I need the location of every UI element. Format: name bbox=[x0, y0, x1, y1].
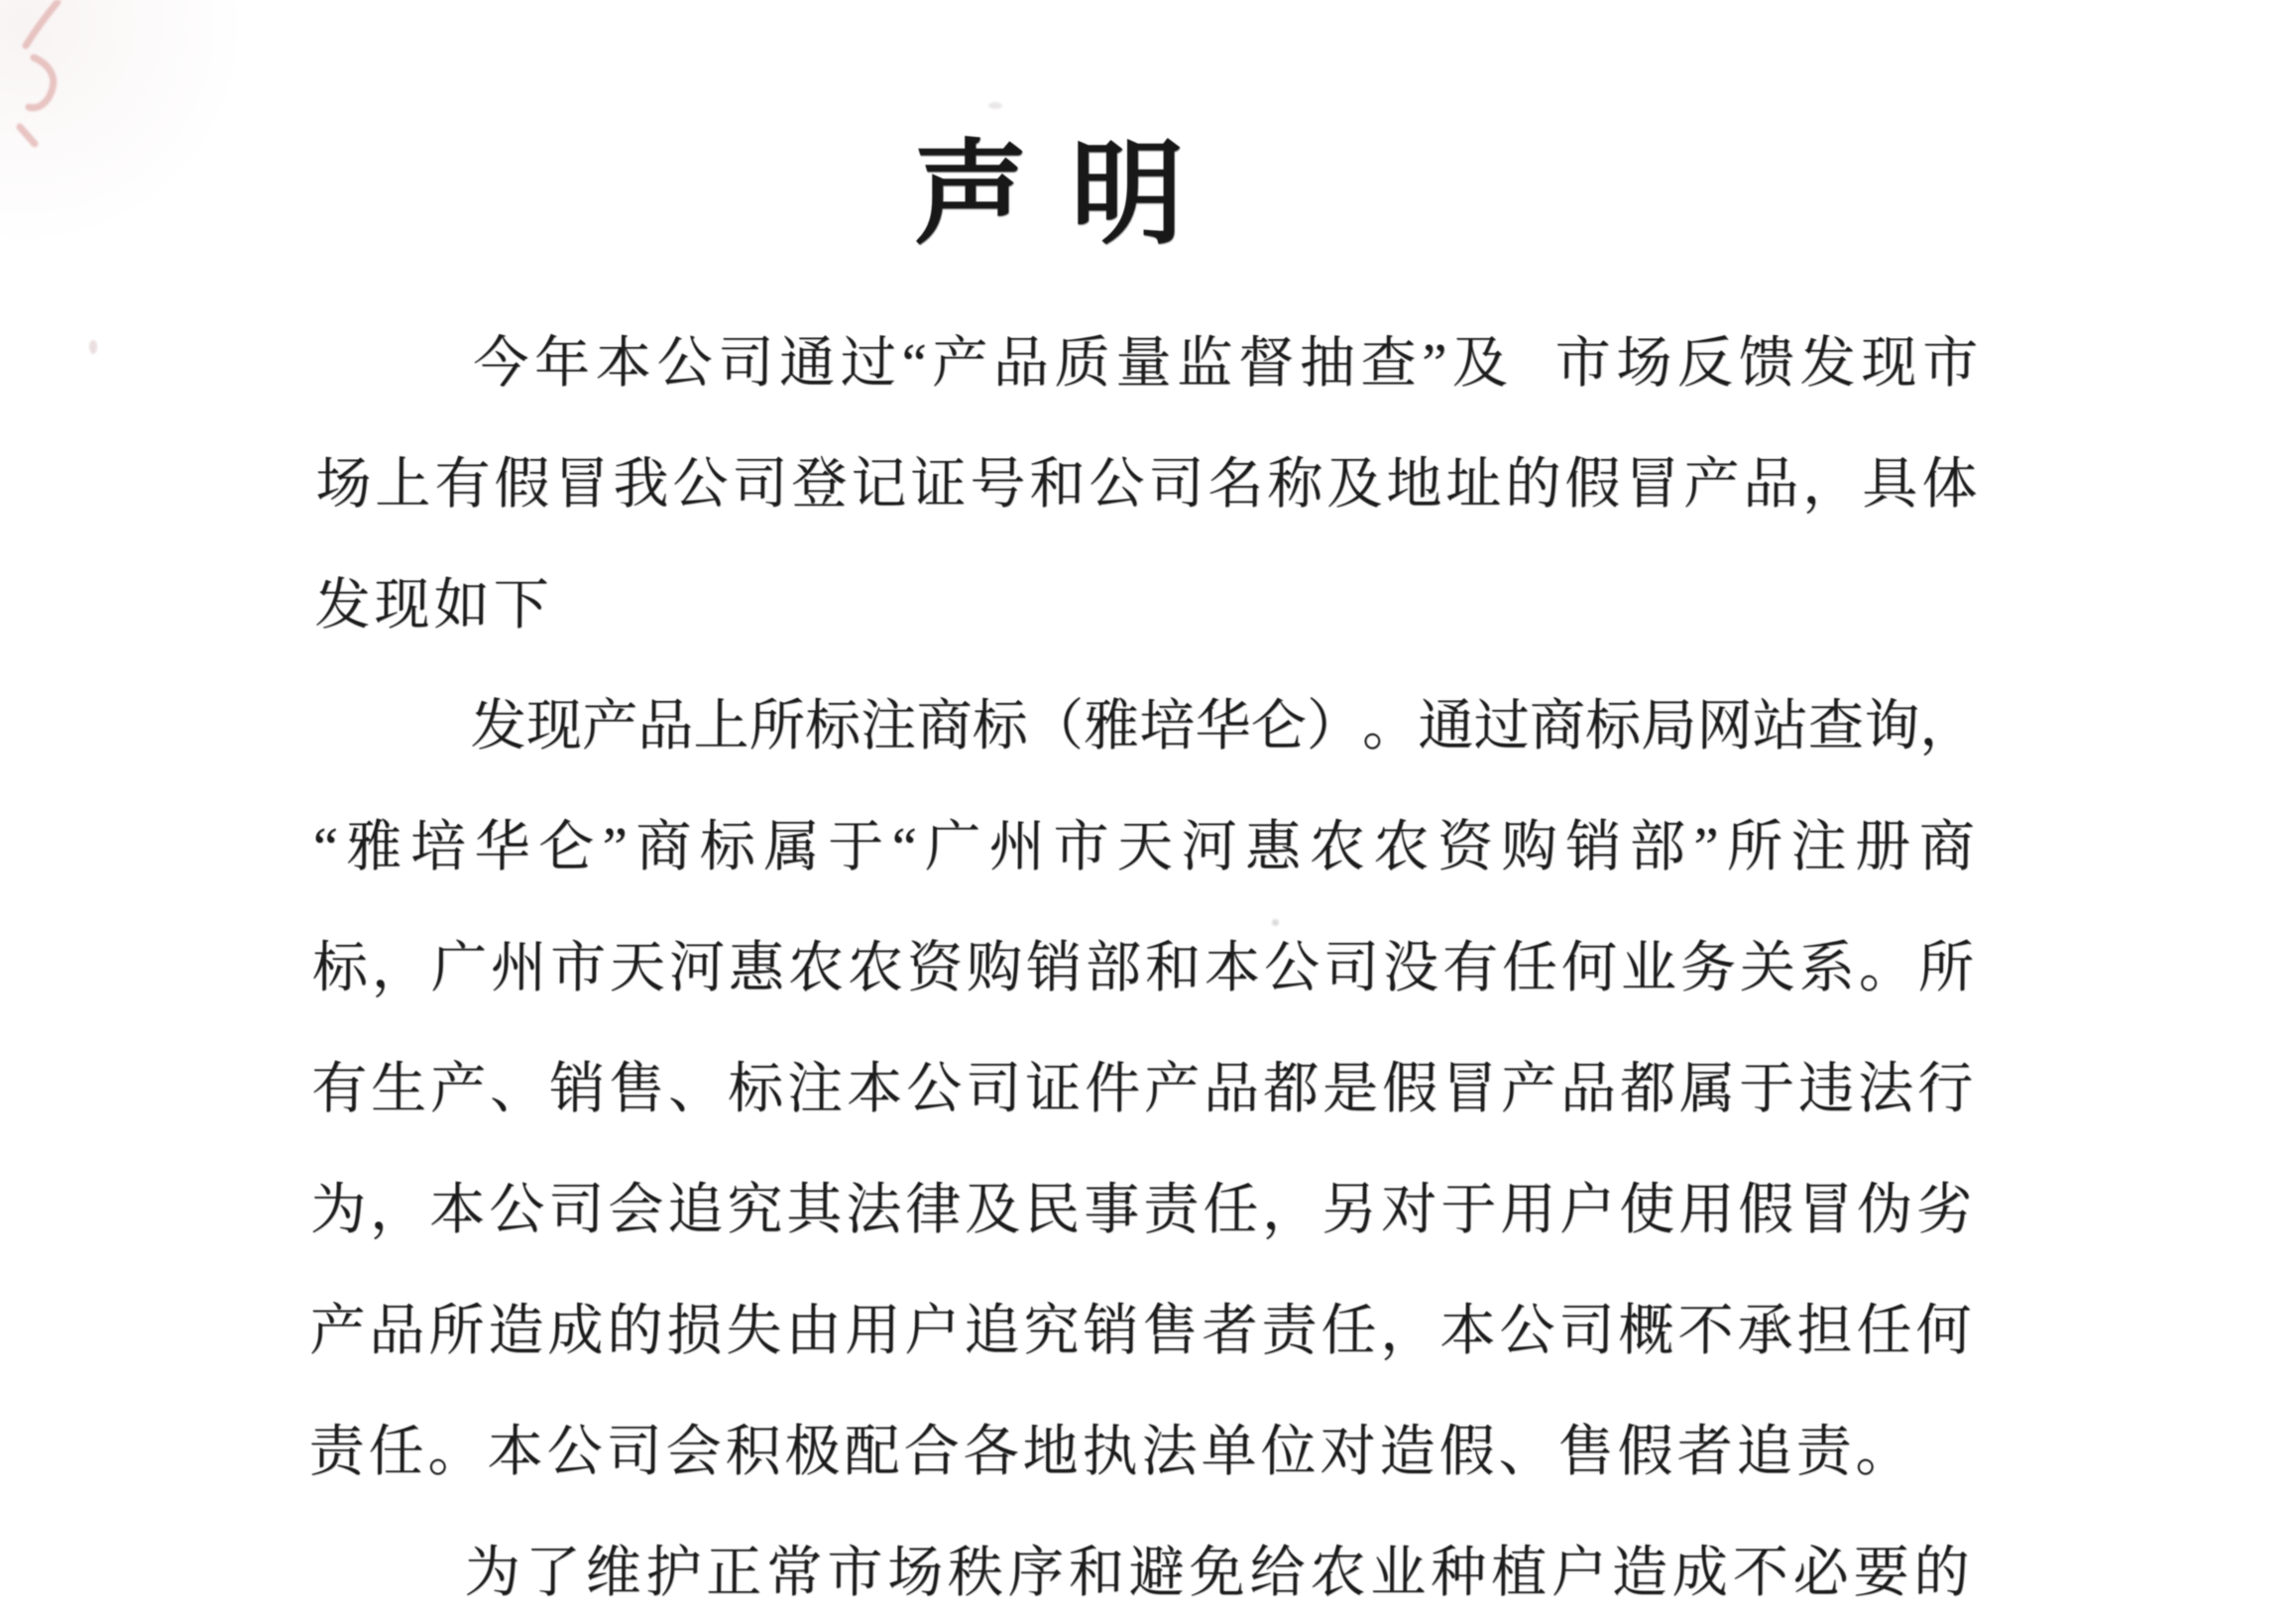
text-line: 为 ， 本 公 司 会 追 究 其 法 律 及 民 事 责 任 ， 另 对 于 用 户 使 用 假 冒 伪 劣 bbox=[310, 1180, 1973, 1241]
text-line: 发现如下 bbox=[314, 575, 553, 636]
text-line: 场 上 有 假 冒 我 公 司 登 记 证 号 和 公 司 名 称 及 地 址 的 假 冒 产 品 ， 具 体 bbox=[315, 454, 1978, 516]
text-line: “ 雅 培 华 仑 ” 商 标 属 于 “ 广 州 市 天 河 惠 农 农 资 购 销 部 ” 所 注 册 商 bbox=[312, 817, 1975, 878]
red-pen-scribble bbox=[0, 0, 119, 178]
text-line: 发 现 产 品 上 所 标 注 商 标 （ 雅 培 华 仑 ） 。 通 过 商 标 局 网 站 查 询 ， bbox=[470, 696, 1976, 757]
text-line: 今 年 本 公 司 通 过 “ 产 品 质 量 监 督 抽 查 ” 及 市 场 反 馈 发 现 市 bbox=[473, 333, 1979, 395]
document-title: 声明 bbox=[914, 132, 1228, 258]
ink-speck bbox=[988, 102, 1002, 109]
text-line: 责任。本公司会积极配合各地执法单位对造假、售假者追责。 bbox=[308, 1422, 1915, 1483]
text-line: 产 品 所 造 成 的 损 失 由 用 户 追 究 销 售 者 责 任 ， 本 公 司 概 不 承 担 任 何 bbox=[309, 1301, 1972, 1362]
text-line: 标 ， 广 州 市 天 河 惠 农 农 资 购 销 部 和 本 公 司 没 有 任 何 业 务 关 系 。 所 bbox=[311, 938, 1975, 999]
ink-speck bbox=[89, 340, 97, 354]
document-body bbox=[307, 303, 1978, 1619]
text-line: 有 生 产 、 销 售 、 标 注 本 公 司 证 件 产 品 都 是 假 冒 产 品 都 属 于 违 法 行 bbox=[310, 1059, 1974, 1120]
text-line: 为 了 维 护 正 常 市 场 秩 序 和 避 免 给 农 业 种 植 户 造 成 不 必 要 的 bbox=[464, 1543, 1970, 1604]
